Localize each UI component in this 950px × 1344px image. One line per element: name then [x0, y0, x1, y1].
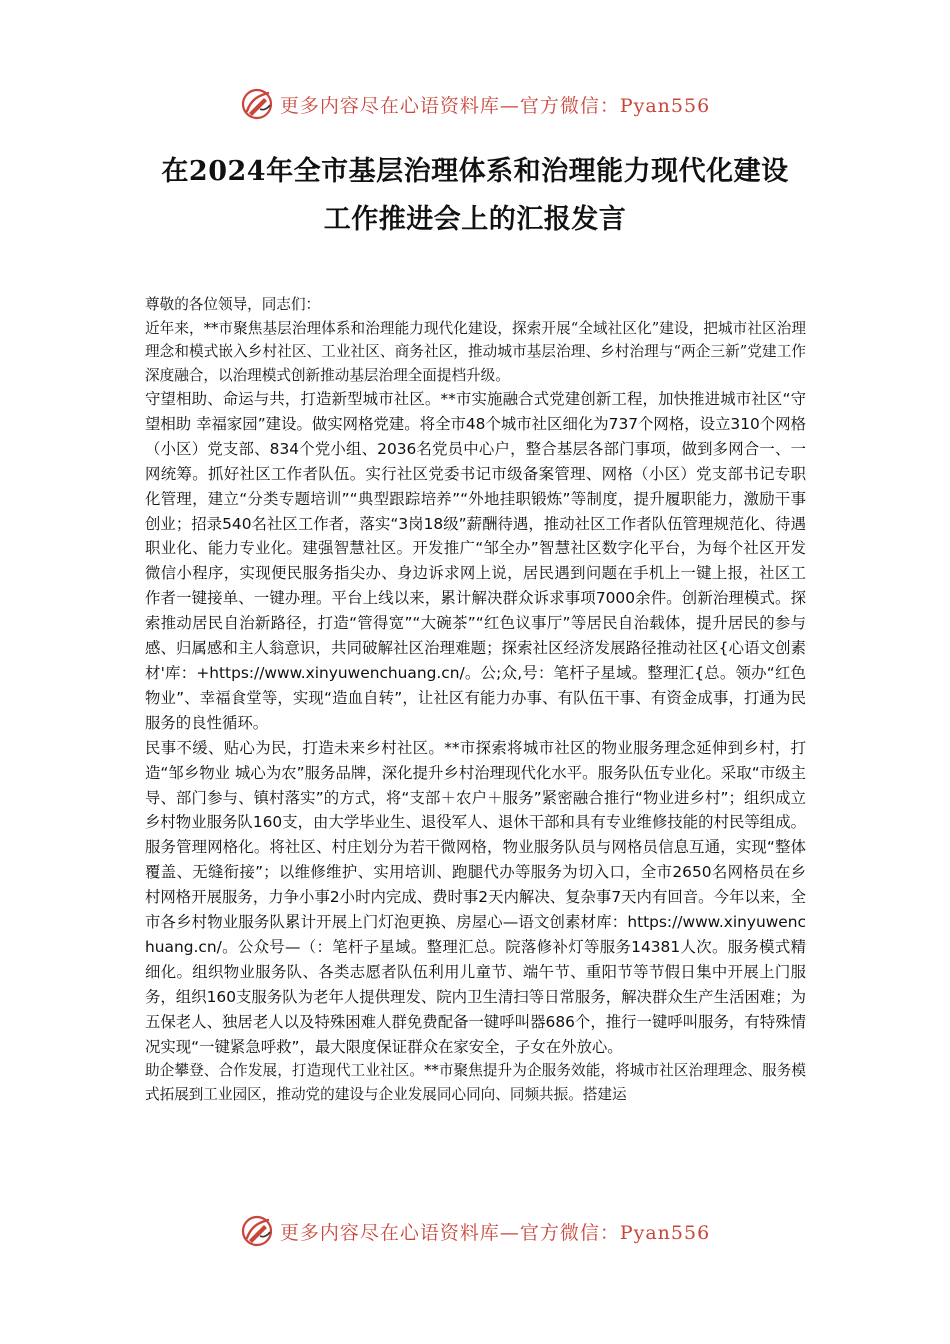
document-title — [100, 148, 850, 244]
header-banner-text: 更多内容尽在心语资料库—官方微信：Pyan556 — [279, 94, 711, 117]
footer-banner — [0, 1211, 950, 1251]
footer-banner-text: 更多内容尽在心语资料库—官方微信：Pyan556 — [279, 1221, 711, 1244]
paragraph-industrial-community: 助企攀登、合作发展，打造现代工业社区。**市聚焦提升为企服务效能，将城市社区治理理念、服务模式拓展到工业园区，推动党的建设与企业发展同心同向、同频共振。搭建运 — [145, 1062, 806, 1103]
title-line-1: 在2024年全市基层治理体系和治理能力现代化建设 — [161, 156, 789, 187]
header-banner — [0, 84, 950, 124]
pen-swirl-logo-icon — [240, 1214, 274, 1248]
paragraph-urban-community: 守望相助、命运与共，打造新型城市社区。**市实施融合式党建创新工程，加快推进城市社区“守望相助 幸福家园”建设。做实网格党建。将全市48个城市社区细化为737个网格，设立310个网格（小区）党支部、834个党小组、2036名党员中心户，整合基层各部门事项，做到多网合一、一网统筹。抓好社区工作者队伍。实行社区党委书记市级备案管理、网格（小区）党支部书记专职化管理，建立“分类专题培训”“典型跟踪培养”“外地挂职锻炼”等制度，提升履职能力，激励干事创业；招录540名社区工作者，落实“3岗18级”薪酬待遇，推动社区工作者队伍管理规范化、待遇职业化、能力专业化。建强智慧社区。开发推广“邹全办”智慧社区数字化平台，为每个社区开发微信小程序，实现便民服务指尖办、身边诉求网上说，居民遇到问题在手机上一键上报，社区工作者一键接单、一键办理。平台上线以来，累计解决群众诉求事项7000余件。创新治理模式。探索推动居民自治新路径，打造“管得宽”“大碗茶”“红色议事厅”等居民自治载体，提升居民的参与感、归属感和主人翁意识，共同破解社区治理难题；探索社区经济发展路径推动社区{心语文创素材'库：+https://www.xinyuwenchuang.cn/。公;众,号：笔杆子星域。整理汇{总。领办“红色物业”、幸福食堂等，实现“造血自转”，让社区有能力办事、有队伍干事、有资金成事，打通为民服务的良性循环。 — [145, 390, 806, 732]
document-body — [145, 293, 806, 1106]
title-line-2: 工作推进会上的汇报发言 — [323, 204, 627, 235]
pen-swirl-logo-icon — [240, 87, 274, 121]
paragraph-intro: 近年来，**市聚焦基层治理体系和治理能力现代化建设，探索开展“全域社区化”建设，把城市社区治理理念和模式嵌入乡村社区、工业社区、商务社区，推动城市基层治理、乡村治理与“两企三新”党建工作深度融合，以治理模式创新推动基层治理全面提档升级。 — [145, 319, 806, 384]
paragraph-rural-community: 民事不缓、贴心为民，打造未来乡村社区。**市探索将城市社区的物业服务理念延伸到乡村，打造“邹乡物业 城心为农”服务品牌，深化提升乡村治理现代化水平。服务队伍专业化。采取“市级主导、部门参与、镇村落实”的方式，将“支部＋农户＋服务”紧密融合推行“物业进乡村”；组织成立乡村物业服务队160支，由大学毕业生、退役军人、退休干部和具有专业维修技能的村民等组成。服务管理网格化。将社区、村庄划分为若干微网格，物业服务队员与网格员信息互通，实现“整体覆盖、无缝衔接”；以维修维护、实用培训、跑腿代办等服务为切入口，全市2650名网格员在乡村网格开展服务，力争小事2小时内完成、费时事2天内解决、复杂事7天内有回音。今年以来，全市各乡村物业服务队累计开展上门灯泡更换、房屋心—语文创素材库：https://www.xinyuwenchuang.cn/。公众号—（：笔杆子星域。整理汇总。院落修补灯等服务14381人次。服务模式精细化。组织物业服务队、各类志愿者队伍利用儿童节、端午节、重阳节等节假日集中开展上门服务，组织160支服务队为老年人提供理发、院内卫生清扫等日常服务，解决群众生产生活困难；为五保老人、独居老人以及特殊困难人群免费配备一键呼叫器686个，推行一键呼叫服务，有特殊情况实现“一键紧急呼救”，最大限度保证群众在家安全，子女在外放心。 — [145, 738, 806, 1056]
salutation: 尊敬的各位领导，同志们： — [145, 296, 321, 313]
